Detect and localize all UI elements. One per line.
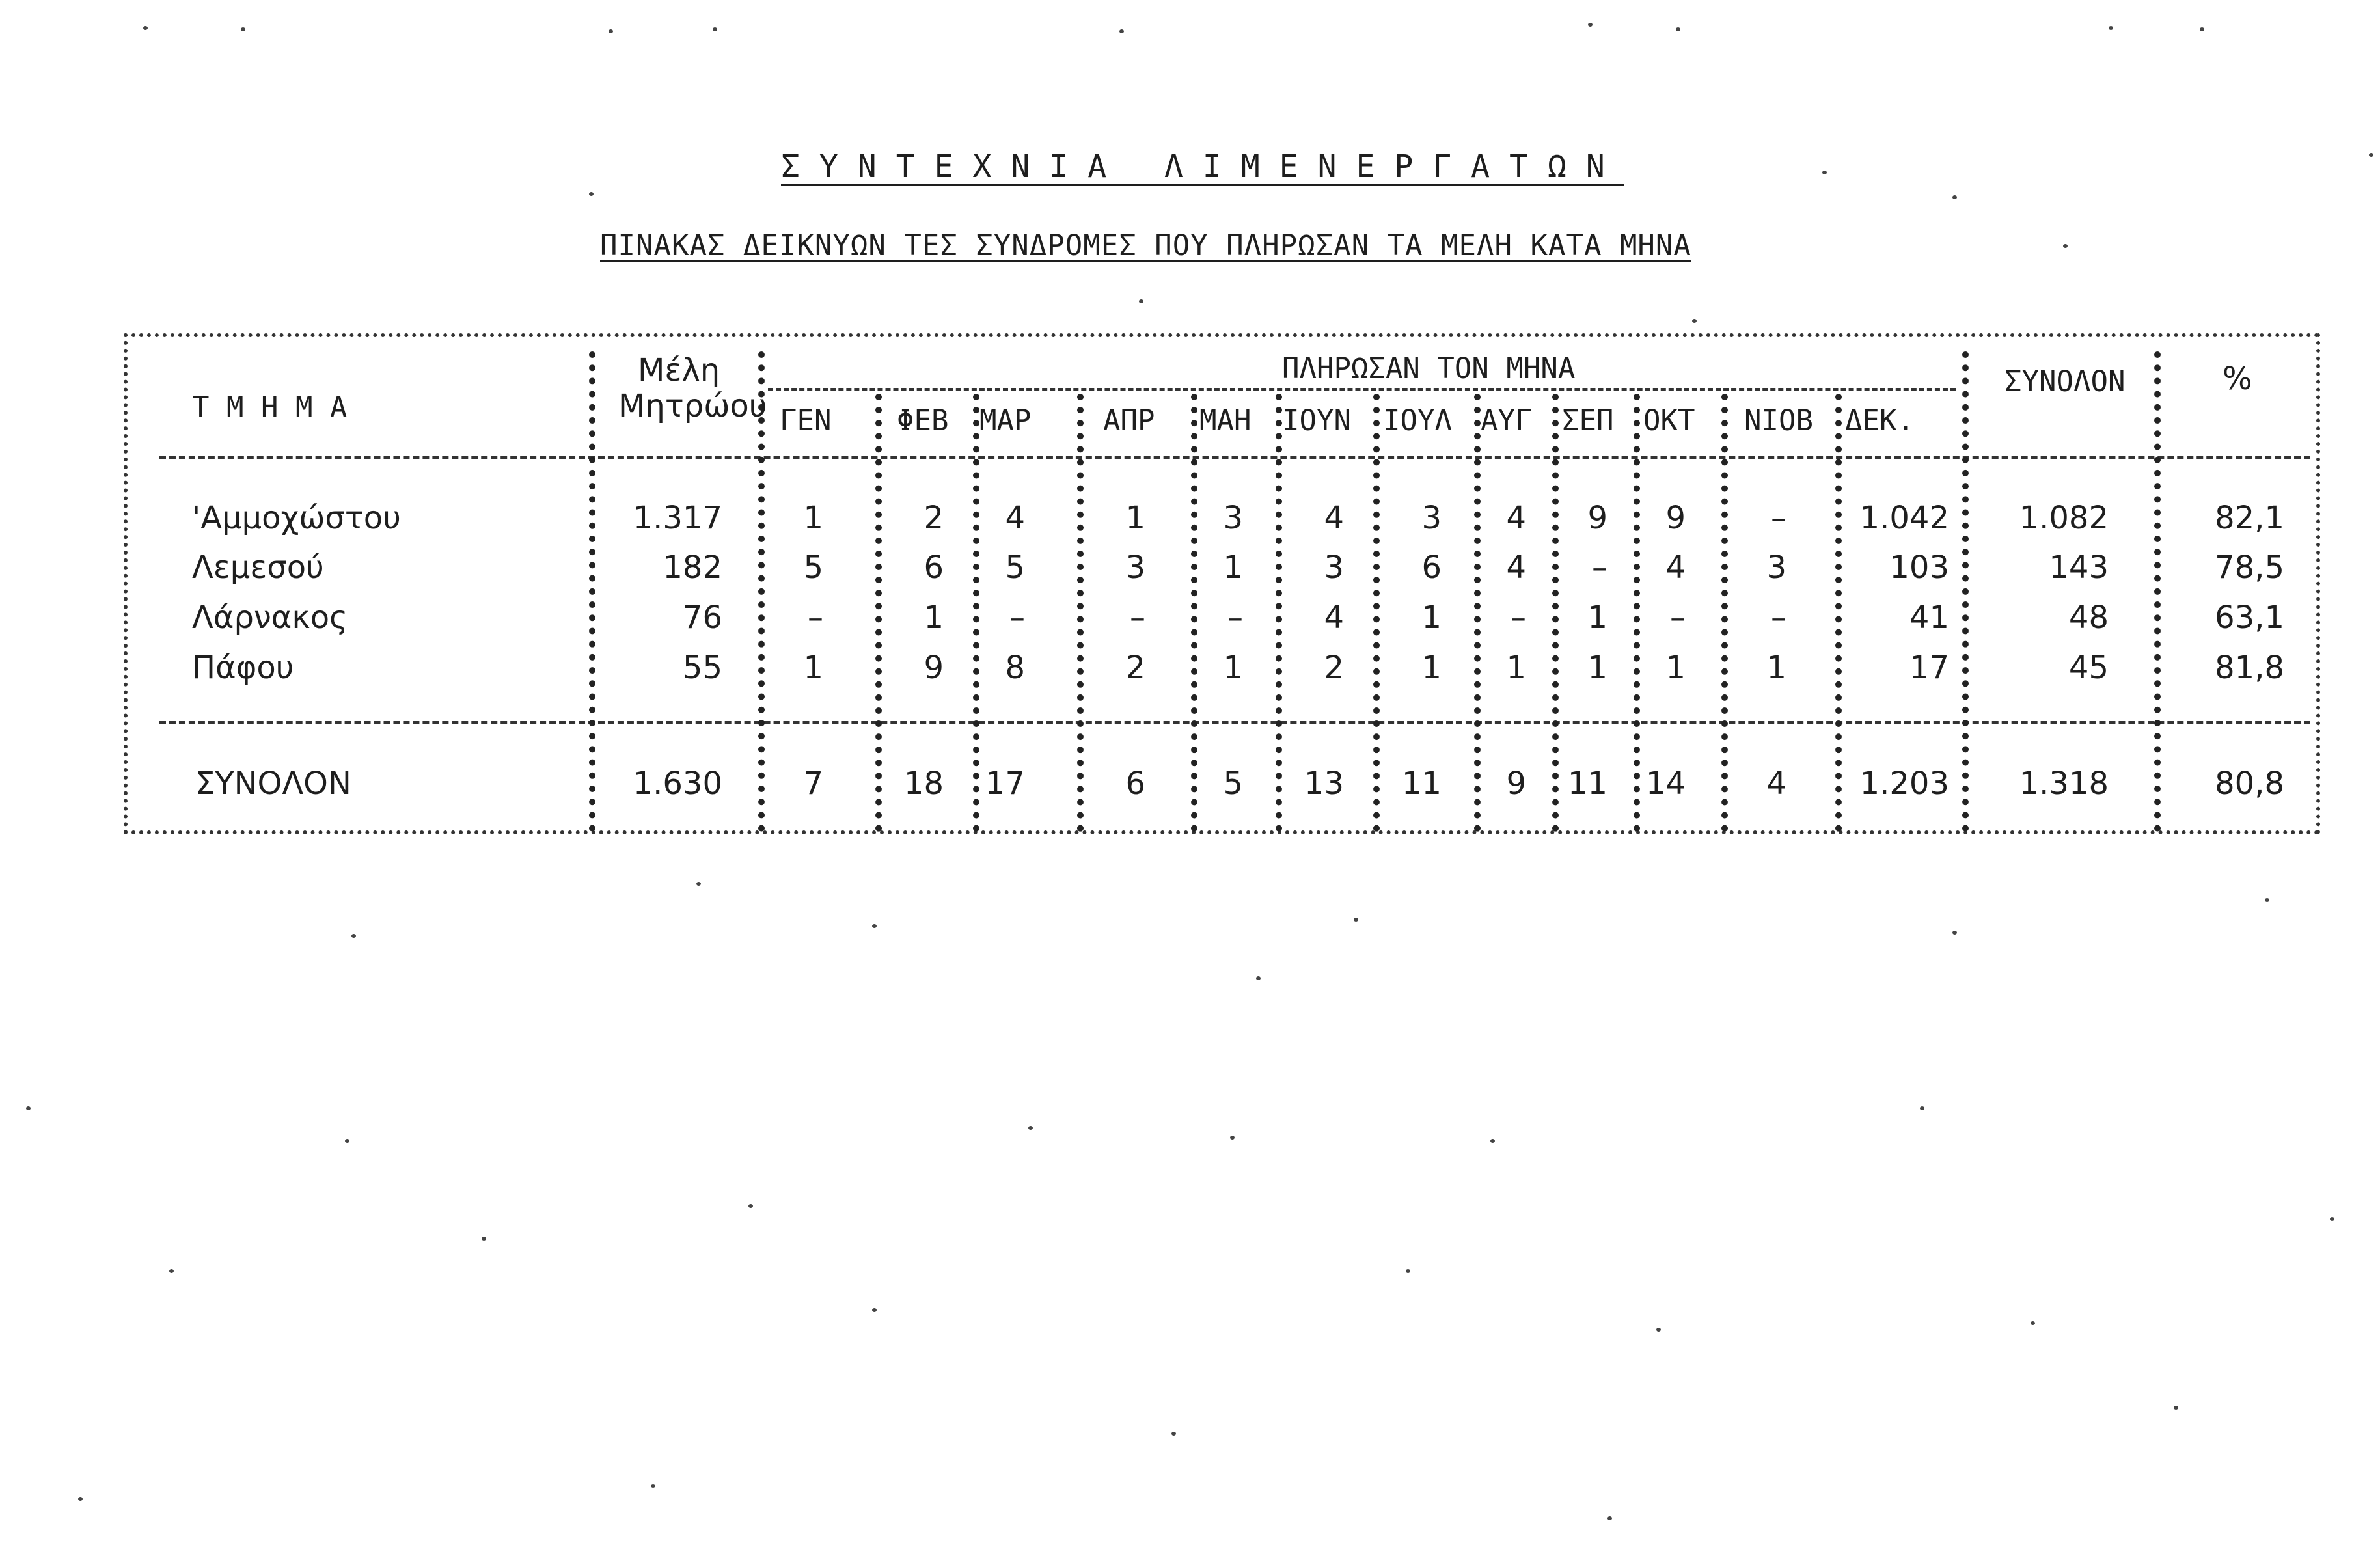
scan-speck: [2330, 1217, 2334, 1221]
document-title: ΣΥΝΤΕΧΝΙΑ ΛΙΜΕΝΕΡΓΑΤΩΝ: [781, 148, 1624, 185]
document-subtitle: ΠΙΝΑΚΑΣ ΔΕΙΚΝΥΩΝ ΤΕΣ ΣΥΝΔΡΟΜΕΣ ΠΟΥ ΠΛΗΡΩΣΑΝ ΤΑ ΜΕΛΗ ΚΑΤΑ ΜΗΝΑ: [600, 229, 1691, 262]
table-row-month-value: –: [1771, 599, 1786, 636]
column-separator: [2154, 351, 2161, 832]
table-row-month-value: 1: [1223, 549, 1243, 586]
table-row-total: 45: [2068, 650, 2109, 686]
totals-row-month-value: 6: [1125, 765, 1145, 802]
table-row-month-value: 6: [1421, 549, 1442, 586]
scan-speck: [2109, 26, 2113, 30]
table-row-month-value: 8: [1005, 650, 1025, 686]
table-row-month-value: 1: [803, 500, 823, 536]
table-row-percent: 78,5: [2215, 549, 2284, 586]
column-separator: [589, 351, 595, 832]
table-row-month-value: 1: [1125, 500, 1145, 536]
scan-speck: [609, 29, 613, 33]
table-row-month-value: –: [808, 599, 823, 636]
scan-speck: [1952, 195, 1957, 199]
totals-row-month-value: 11: [1567, 765, 1607, 802]
scan-speck: [1588, 23, 1593, 27]
table-row-month-value: 41: [1909, 599, 1949, 636]
table-row-month-value: 1: [1665, 650, 1686, 686]
scan-speck: [1230, 1136, 1235, 1140]
table-row-month-value: 2: [1324, 650, 1344, 686]
table-row-month-value: 3: [1223, 500, 1243, 536]
scan-speck: [1692, 319, 1697, 323]
header-divider: [159, 456, 2310, 459]
table-row-month-value: –: [1009, 599, 1025, 636]
scan-speck: [345, 1139, 349, 1143]
scan-speck: [1490, 1139, 1495, 1143]
header-section: Τ Μ Η Μ Α: [192, 391, 348, 424]
table-row-month-value: 1: [1766, 650, 1786, 686]
header-month: ΑΥΓ: [1481, 404, 1533, 437]
header-month: ΓΕΝ: [780, 404, 832, 437]
header-month: ΙΟΥΛ: [1383, 404, 1452, 437]
column-separator: [1835, 394, 1842, 832]
table-row-month-value: –: [1592, 549, 1607, 586]
totals-row-month-value: 17: [985, 765, 1025, 802]
table-row-month-value: 4: [1506, 549, 1526, 586]
table-row-month-value: 3: [1421, 500, 1442, 536]
table-row-month-value: 5: [1005, 549, 1025, 586]
table-row-month-value: –: [1130, 599, 1145, 636]
table-row-month-value: 1.042: [1859, 500, 1949, 536]
header-total: ΣΥΝΟΛΟΝ: [2004, 365, 2126, 398]
table-row-section: Πάφου: [192, 650, 294, 686]
header-month: ΟΚΤ: [1643, 404, 1695, 437]
header-month: ΣΕΠ: [1562, 404, 1614, 437]
table-row-month-value: –: [1771, 500, 1786, 536]
header-month: ΙΟΥΝ: [1282, 404, 1351, 437]
table-row-month-value: 1: [1223, 650, 1243, 686]
totals-row-members: 1.630: [633, 765, 722, 802]
totals-divider: [159, 721, 2310, 724]
table-row-members: 76: [682, 599, 722, 636]
scan-speck: [1822, 171, 1827, 174]
totals-row-percent: 80,8: [2215, 765, 2284, 802]
totals-row-month-value: 4: [1766, 765, 1786, 802]
scan-speck: [1139, 299, 1143, 303]
scan-speck: [1256, 976, 1261, 980]
header-month: ΑΠΡ: [1103, 404, 1155, 437]
scan-speck: [1406, 1269, 1410, 1273]
scan-speck: [2369, 153, 2373, 157]
table-row-percent: 81,8: [2215, 650, 2284, 686]
table-row-month-value: 4: [1665, 549, 1686, 586]
totals-row-month-value: 7: [803, 765, 823, 802]
totals-row-month-value: 9: [1506, 765, 1526, 802]
table-row-month-value: 4: [1506, 500, 1526, 536]
table-row-section: Λάρνακος: [192, 599, 348, 636]
table-row-month-value: 1: [923, 599, 944, 636]
totals-row-month-value: 5: [1223, 765, 1243, 802]
header-members: Μέλη: [638, 352, 720, 389]
scan-speck: [2063, 244, 2068, 248]
table-row-month-value: 9: [1587, 500, 1607, 536]
table-row-month-value: 2: [1125, 650, 1145, 686]
totals-row-month-value: 14: [1645, 765, 1686, 802]
table-row-month-value: 1: [1421, 650, 1442, 686]
column-separator: [1962, 351, 1969, 832]
scan-speck: [2031, 1321, 2035, 1325]
table-row-month-value: 103: [1889, 549, 1949, 586]
table-row-section: Λεμεσού: [192, 549, 324, 586]
header-month: ΔΕΚ.: [1845, 404, 1914, 437]
scan-speck: [1354, 918, 1358, 922]
header-month: ΜΑΗ: [1199, 404, 1252, 437]
totals-row-month-value: 11: [1401, 765, 1442, 802]
scan-speck: [713, 27, 717, 31]
table-row-month-value: 4: [1324, 500, 1344, 536]
scan-speck: [78, 1497, 83, 1501]
scan-speck: [748, 1204, 753, 1208]
table-row-month-value: –: [1670, 599, 1686, 636]
group-divider: [768, 388, 1956, 391]
table-row-month-value: –: [1227, 599, 1243, 636]
totals-row-section: ΣΥΝΟΛΟΝ: [195, 765, 351, 802]
table-row-members: 182: [663, 549, 722, 586]
scan-speck: [169, 1269, 174, 1273]
header-month: ΦΕΒ: [897, 404, 949, 437]
scan-speck: [1920, 1106, 1924, 1110]
header-month: ΜΑΡ: [979, 404, 1032, 437]
table-row-month-value: 1: [1587, 650, 1607, 686]
scan-speck: [1676, 27, 1680, 31]
header-percent: %: [2223, 361, 2252, 397]
scan-speck: [872, 924, 877, 928]
table-row-month-value: 1: [1506, 650, 1526, 686]
table-row-total: 143: [2049, 549, 2109, 586]
scan-speck: [589, 192, 594, 196]
table-row-month-value: –: [1511, 599, 1526, 636]
table-row-month-value: 5: [803, 549, 823, 586]
scan-speck: [2200, 27, 2204, 31]
scan-speck: [2174, 1406, 2178, 1410]
table-row-members: 55: [682, 650, 722, 686]
scan-speck: [1028, 1126, 1033, 1130]
header-month: ΝΙΟΒ: [1744, 404, 1813, 437]
header-paid-month: ΠΛΗΡΩΣΑΝ ΤΟΝ ΜΗΝΑ: [1282, 352, 1576, 385]
totals-row-month-value: 13: [1304, 765, 1344, 802]
table-row-month-value: 1: [1587, 599, 1607, 636]
table-row-month-value: 4: [1324, 599, 1344, 636]
scan-speck: [872, 1308, 877, 1312]
totals-row-month-value: 1.203: [1859, 765, 1949, 802]
scan-speck: [143, 26, 148, 30]
table-row-percent: 63,1: [2215, 599, 2284, 636]
scan-speck: [241, 27, 245, 31]
scan-speck: [1607, 1516, 1612, 1520]
table-row-month-value: 6: [923, 549, 944, 586]
table-row-month-value: 2: [923, 500, 944, 536]
table-row-members: 1.317: [633, 500, 722, 536]
scan-speck: [651, 1484, 655, 1488]
table-row-month-value: 3: [1324, 549, 1344, 586]
scan-speck: [482, 1237, 486, 1241]
table-row-month-value: 17: [1909, 650, 1949, 686]
table-row-month-value: 3: [1125, 549, 1145, 586]
table-row-month-value: 3: [1766, 549, 1786, 586]
scan-speck: [351, 934, 356, 938]
scan-speck: [2265, 898, 2269, 902]
table-row-total: 1.082: [2019, 500, 2109, 536]
scan-speck: [696, 882, 701, 886]
scan-speck: [1119, 29, 1124, 33]
header-members: Μητρώου: [618, 388, 767, 424]
scan-speck: [1656, 1328, 1661, 1332]
scan-speck: [1952, 931, 1957, 935]
table-row-percent: 82,1: [2215, 500, 2284, 536]
table-row-month-value: 1: [803, 650, 823, 686]
totals-row-month-value: 18: [903, 765, 944, 802]
scan-speck: [26, 1106, 31, 1110]
table-row-month-value: 1: [1421, 599, 1442, 636]
totals-row-total: 1.318: [2019, 765, 2109, 802]
table-row-month-value: 9: [923, 650, 944, 686]
table-row-section: 'Αμμοχώστου: [192, 500, 401, 536]
scan-speck: [1171, 1432, 1176, 1436]
table-row-month-value: 9: [1665, 500, 1686, 536]
table-row-total: 48: [2068, 599, 2109, 636]
table-row-month-value: 4: [1005, 500, 1025, 536]
